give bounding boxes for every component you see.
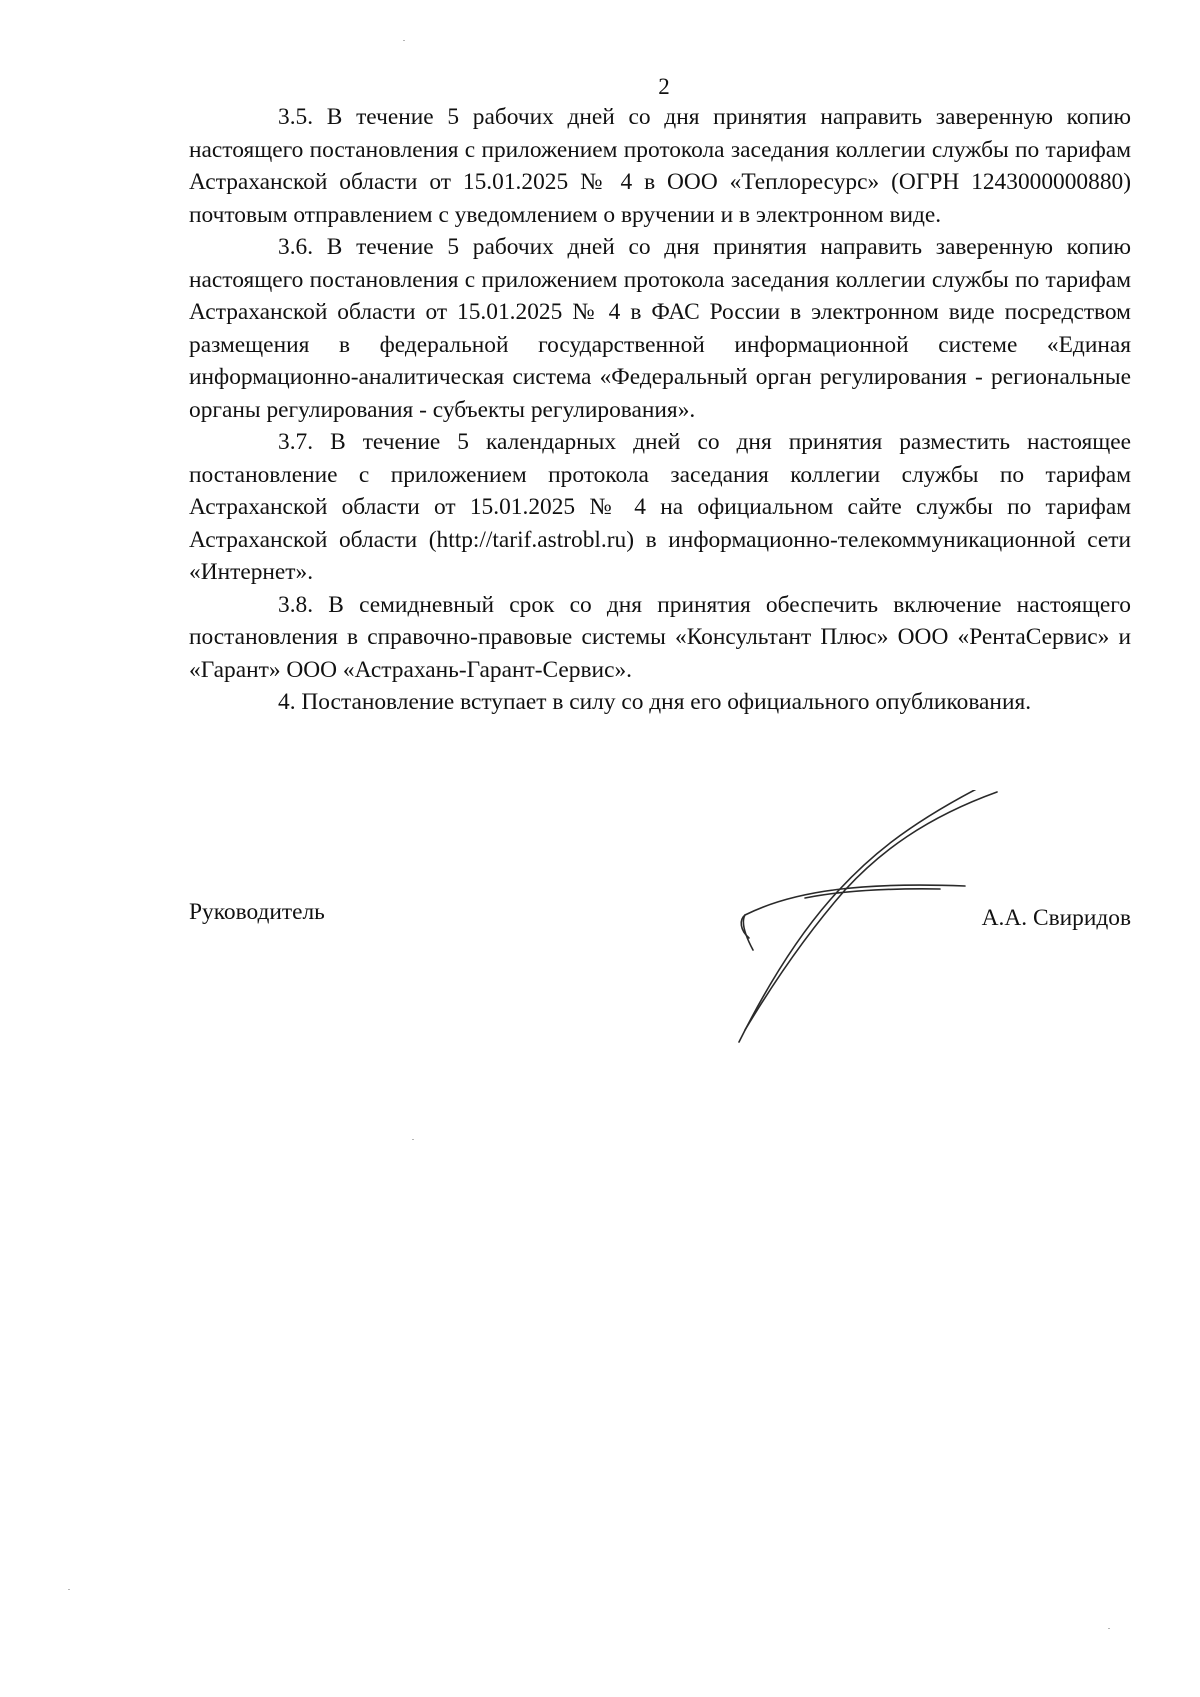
signatory-title: Руководитель <box>189 899 325 925</box>
scan-speck <box>1108 1628 1110 1629</box>
paragraph-3-7: 3.7. В течение 5 календарных дней со дня принятия разместить настоящее постановление с приложением протокола заседания коллегии службы по тарифам Астраханской области от 15.01.2025 № 4 на официальном сайте службы по тарифам Астраханской области (http://tarif.astrobl.ru) в информационно-телекоммуникационной сети «Интернет». <box>189 429 1131 585</box>
paragraph-3-8: 3.8. В семидневный срок со дня принятия обеспечить включение настоящего постановления в справочно-правовые системы «Консультант Плюс» ООО «РентаСервис» и «Гарант» ООО «Астрахань-Гарант-Сервис». <box>189 591 1131 683</box>
page-number: 2 <box>658 74 670 99</box>
paragraph-3-5: 3.5. В течение 5 рабочих дней со дня принятия направить заверенную копию настоящего постановления с приложением протокола заседания коллегии службы по тарифам Астраханской области от 15.01.2025 № 4 в ООО «Теплоресурс» (ОГРН 1243000000880) почтовым отправлением с уведомлением о вручении и в электронном виде. <box>189 104 1131 228</box>
scan-speck <box>68 1589 70 1590</box>
paragraph-3-6: 3.6. В течение 5 рабочих дней со дня принятия направить заверенную копию настоящего постановления с приложением протокола заседания коллегии службы по тарифам Астраханской области от 15.01.2025 № 4 в ФАС России в электронном виде посредством размещения в федеральной государственной информационной системе «Единая информационно-аналитическая система «Федеральный орган регулирования - региональные органы регулирования - субъекты регулирования». <box>189 234 1131 423</box>
scan-speck <box>412 1139 414 1140</box>
signatory-name: А.А. Свиридов <box>981 905 1131 931</box>
signature-block <box>189 896 1131 930</box>
document-body <box>189 101 1131 719</box>
scan-speck <box>403 40 405 41</box>
paragraph-4: 4. Постановление вступает в силу со дня его официального опубликования. <box>278 689 1032 715</box>
